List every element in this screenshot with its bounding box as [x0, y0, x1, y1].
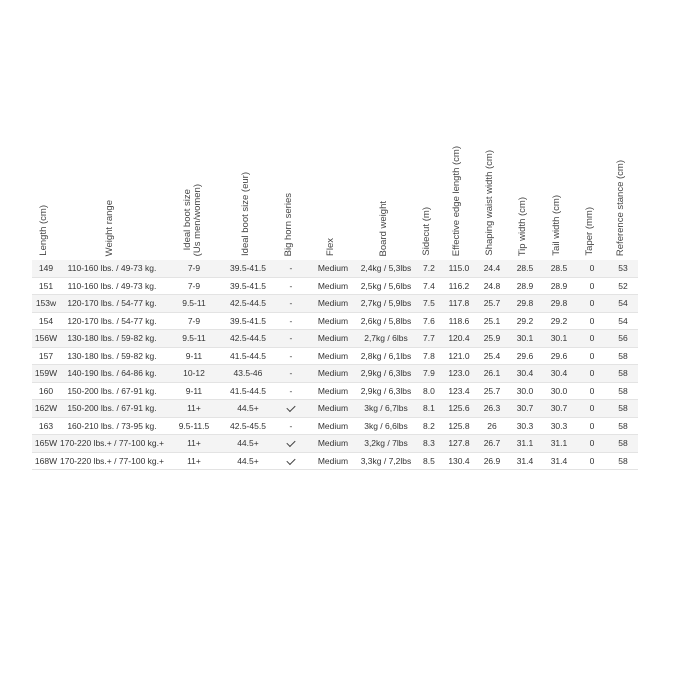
cell-flex: Medium	[310, 400, 356, 418]
header-length	[32, 128, 60, 260]
cell-taper: 0	[576, 277, 608, 295]
cell-weight-range: 110-160 lbs. / 49-73 kg.	[60, 260, 164, 277]
cell-big-horn: -	[272, 260, 310, 277]
cell-flex: Medium	[310, 330, 356, 348]
cell-boot-size-us: 9.5-11.5	[164, 417, 224, 435]
spec-table	[32, 128, 638, 470]
cell-waist-width: 26.9	[476, 452, 508, 470]
cell-boot-size-eur: 43.5-46	[224, 365, 272, 383]
cell-boot-size-eur: 41.5-44.5	[224, 382, 272, 400]
cell-reference-stance: 58	[608, 347, 638, 365]
table-row	[32, 417, 638, 435]
cell-board-weight: 2,8kg / 6,1lbs	[356, 347, 416, 365]
cell-board-weight: 2,6kg / 5,8lbs	[356, 312, 416, 330]
cell-big-horn: -	[272, 347, 310, 365]
cell-reference-stance: 58	[608, 400, 638, 418]
cell-taper: 0	[576, 330, 608, 348]
cell-big-horn: -	[272, 365, 310, 383]
cell-taper: 0	[576, 365, 608, 383]
cell-board-weight: 3kg / 6,7lbs	[356, 400, 416, 418]
cell-edge-length: 123.0	[442, 365, 476, 383]
cell-board-weight: 3kg / 6,6lbs	[356, 417, 416, 435]
cell-tip-width: 30.1	[508, 330, 542, 348]
table-row	[32, 452, 638, 470]
cell-reference-stance: 58	[608, 435, 638, 453]
cell-big-horn	[272, 452, 310, 470]
cell-tip-width: 29.2	[508, 312, 542, 330]
cell-edge-length: 117.8	[442, 295, 476, 313]
cell-board-weight: 2,9kg / 6,3lbs	[356, 382, 416, 400]
cell-tail-width: 29.8	[542, 295, 576, 313]
cell-edge-length: 127.8	[442, 435, 476, 453]
cell-boot-size-eur: 42.5-45.5	[224, 417, 272, 435]
cell-edge-length: 123.4	[442, 382, 476, 400]
cell-boot-size-us: 7-9	[164, 260, 224, 277]
header-weight-range	[60, 128, 164, 260]
cell-weight-range: 110-160 lbs. / 49-73 kg.	[60, 277, 164, 295]
cell-boot-size-us: 7-9	[164, 277, 224, 295]
cell-length: 162W	[32, 400, 60, 418]
cell-waist-width: 24.4	[476, 260, 508, 277]
table-row	[32, 347, 638, 365]
cell-length: 157	[32, 347, 60, 365]
table-row	[32, 295, 638, 313]
header-reference-stance	[608, 128, 638, 260]
cell-sidecut: 8.5	[416, 452, 442, 470]
cell-taper: 0	[576, 435, 608, 453]
cell-boot-size-us: 11+	[164, 435, 224, 453]
cell-reference-stance: 52	[608, 277, 638, 295]
cell-length: 149	[32, 260, 60, 277]
cell-weight-range: 120-170 lbs. / 54-77 kg.	[60, 295, 164, 313]
table-row	[32, 435, 638, 453]
cell-weight-range: 150-200 lbs. / 67-91 kg.	[60, 382, 164, 400]
cell-tip-width: 30.3	[508, 417, 542, 435]
cell-reference-stance: 53	[608, 260, 638, 277]
cell-tail-width: 29.6	[542, 347, 576, 365]
cell-tail-width: 30.4	[542, 365, 576, 383]
cell-sidecut: 8.0	[416, 382, 442, 400]
cell-edge-length: 125.6	[442, 400, 476, 418]
header-boot-size-eur-label: Ideal boot size (eur)	[239, 172, 251, 256]
cell-boot-size-eur: 42.5-44.5	[224, 330, 272, 348]
cell-weight-range: 170-220 lbs.+ / 77-100 kg.+	[60, 435, 164, 453]
cell-sidecut: 7.5	[416, 295, 442, 313]
cell-flex: Medium	[310, 295, 356, 313]
header-edge-length	[442, 128, 476, 260]
header-boot-size-us-label: Ideal boot size (Us men/women)	[181, 183, 203, 256]
header-tip-width-label: Tip width (cm)	[516, 196, 528, 256]
cell-reference-stance: 54	[608, 295, 638, 313]
cell-length: 163	[32, 417, 60, 435]
cell-boot-size-eur: 39.5-41.5	[224, 260, 272, 277]
cell-weight-range: 170-220 lbs.+ / 77-100 kg.+	[60, 452, 164, 470]
cell-flex: Medium	[310, 382, 356, 400]
cell-taper: 0	[576, 400, 608, 418]
cell-flex: Medium	[310, 365, 356, 383]
header-flex	[310, 128, 356, 260]
cell-sidecut: 7.9	[416, 365, 442, 383]
cell-sidecut: 8.2	[416, 417, 442, 435]
cell-reference-stance: 58	[608, 417, 638, 435]
cell-taper: 0	[576, 295, 608, 313]
cell-edge-length: 120.4	[442, 330, 476, 348]
cell-board-weight: 2,9kg / 6,3lbs	[356, 365, 416, 383]
cell-boot-size-us: 10-12	[164, 365, 224, 383]
cell-weight-range: 120-170 lbs. / 54-77 kg.	[60, 312, 164, 330]
cell-tip-width: 29.8	[508, 295, 542, 313]
cell-sidecut: 7.7	[416, 330, 442, 348]
table-row	[32, 365, 638, 383]
cell-board-weight: 3,2kg / 7lbs	[356, 435, 416, 453]
cell-boot-size-eur: 44.5+	[224, 400, 272, 418]
cell-boot-size-eur: 42.5-44.5	[224, 295, 272, 313]
table-row	[32, 312, 638, 330]
cell-flex: Medium	[310, 435, 356, 453]
header-boot-size-eur	[224, 128, 272, 260]
table-row	[32, 382, 638, 400]
cell-tip-width: 28.5	[508, 260, 542, 277]
header-sidecut-label: Sidecut (m)	[420, 207, 432, 256]
cell-tail-width: 30.7	[542, 400, 576, 418]
cell-weight-range: 130-180 lbs. / 59-82 kg.	[60, 347, 164, 365]
cell-tip-width: 31.1	[508, 435, 542, 453]
checkmark-icon	[286, 403, 295, 412]
header-reference-stance-label: Reference stance (cm)	[614, 159, 626, 256]
checkmark-icon	[286, 438, 295, 447]
cell-sidecut: 8.3	[416, 435, 442, 453]
cell-weight-range: 130-180 lbs. / 59-82 kg.	[60, 330, 164, 348]
cell-length: 153w	[32, 295, 60, 313]
header-board-weight-label: Board weight	[377, 200, 389, 256]
cell-board-weight: 2,7kg / 5,9lbs	[356, 295, 416, 313]
cell-boot-size-eur: 41.5-44.5	[224, 347, 272, 365]
cell-weight-range: 150-200 lbs. / 67-91 kg.	[60, 400, 164, 418]
header-taper-label: Taper (mm)	[583, 207, 595, 256]
cell-length: 156W	[32, 330, 60, 348]
cell-flex: Medium	[310, 312, 356, 330]
cell-waist-width: 25.7	[476, 295, 508, 313]
cell-waist-width: 25.4	[476, 347, 508, 365]
header-board-weight	[356, 128, 416, 260]
cell-taper: 0	[576, 347, 608, 365]
cell-tail-width: 28.9	[542, 277, 576, 295]
cell-edge-length: 118.6	[442, 312, 476, 330]
cell-boot-size-eur: 39.5-41.5	[224, 312, 272, 330]
cell-tail-width: 31.4	[542, 452, 576, 470]
cell-taper: 0	[576, 260, 608, 277]
cell-edge-length: 121.0	[442, 347, 476, 365]
cell-weight-range: 140-190 lbs. / 64-86 kg.	[60, 365, 164, 383]
cell-big-horn: -	[272, 295, 310, 313]
cell-waist-width: 26.1	[476, 365, 508, 383]
cell-big-horn: -	[272, 330, 310, 348]
cell-boot-size-us: 7-9	[164, 312, 224, 330]
cell-length: 159W	[32, 365, 60, 383]
cell-flex: Medium	[310, 347, 356, 365]
cell-tail-width: 29.2	[542, 312, 576, 330]
cell-sidecut: 7.6	[416, 312, 442, 330]
cell-flex: Medium	[310, 417, 356, 435]
cell-big-horn	[272, 400, 310, 418]
spec-table-body	[32, 260, 638, 470]
cell-reference-stance: 56	[608, 330, 638, 348]
cell-boot-size-eur: 39.5-41.5	[224, 277, 272, 295]
header-waist-width-label: Shaping waist width (cm)	[483, 150, 495, 256]
header-big-horn	[272, 128, 310, 260]
cell-sidecut: 7.4	[416, 277, 442, 295]
cell-reference-stance: 58	[608, 452, 638, 470]
header-taper	[576, 128, 608, 260]
header-length-label: Length (cm)	[38, 205, 49, 256]
table-row	[32, 400, 638, 418]
cell-flex: Medium	[310, 277, 356, 295]
cell-tail-width: 30.3	[542, 417, 576, 435]
cell-flex: Medium	[310, 452, 356, 470]
cell-big-horn: -	[272, 417, 310, 435]
cell-tail-width: 28.5	[542, 260, 576, 277]
cell-boot-size-us: 9-11	[164, 382, 224, 400]
cell-edge-length: 125.8	[442, 417, 476, 435]
header-sidecut	[416, 128, 442, 260]
cell-waist-width: 24.8	[476, 277, 508, 295]
cell-length: 168W	[32, 452, 60, 470]
cell-taper: 0	[576, 452, 608, 470]
cell-waist-width: 26.7	[476, 435, 508, 453]
table-row	[32, 260, 638, 277]
header-waist-width	[476, 128, 508, 260]
table-row	[32, 330, 638, 348]
cell-edge-length: 116.2	[442, 277, 476, 295]
cell-tail-width: 31.1	[542, 435, 576, 453]
cell-flex: Medium	[310, 260, 356, 277]
cell-weight-range: 160-210 lbs. / 73-95 kg.	[60, 417, 164, 435]
cell-reference-stance: 54	[608, 312, 638, 330]
checkmark-icon	[286, 455, 295, 464]
cell-length: 154	[32, 312, 60, 330]
header-edge-length-label: Effective edge length (cm)	[450, 145, 462, 256]
cell-board-weight: 2,4kg / 5,3lbs	[356, 260, 416, 277]
cell-taper: 0	[576, 382, 608, 400]
cell-big-horn	[272, 435, 310, 453]
cell-length: 160	[32, 382, 60, 400]
cell-tip-width: 30.0	[508, 382, 542, 400]
cell-boot-size-us: 9-11	[164, 347, 224, 365]
cell-boot-size-us: 11+	[164, 400, 224, 418]
cell-taper: 0	[576, 417, 608, 435]
header-tail-width	[542, 128, 576, 260]
cell-length: 151	[32, 277, 60, 295]
cell-edge-length: 115.0	[442, 260, 476, 277]
cell-big-horn: -	[272, 312, 310, 330]
cell-tail-width: 30.0	[542, 382, 576, 400]
cell-board-weight: 2,7kg / 6lbs	[356, 330, 416, 348]
cell-sidecut: 8.1	[416, 400, 442, 418]
cell-reference-stance: 58	[608, 382, 638, 400]
cell-sidecut: 7.8	[416, 347, 442, 365]
header-tip-width	[508, 128, 542, 260]
cell-reference-stance: 58	[608, 365, 638, 383]
cell-waist-width: 25.7	[476, 382, 508, 400]
cell-boot-size-us: 11+	[164, 452, 224, 470]
cell-edge-length: 130.4	[442, 452, 476, 470]
cell-length: 165W	[32, 435, 60, 453]
header-row	[32, 128, 638, 260]
header-flex-label: Flex	[324, 238, 336, 256]
header-boot-size-us	[164, 128, 224, 260]
cell-big-horn: -	[272, 277, 310, 295]
cell-waist-width: 26	[476, 417, 508, 435]
cell-tail-width: 30.1	[542, 330, 576, 348]
cell-tip-width: 30.4	[508, 365, 542, 383]
header-tail-width-label: Tail width (cm)	[550, 195, 562, 256]
cell-sidecut: 7.2	[416, 260, 442, 277]
cell-tip-width: 28.9	[508, 277, 542, 295]
cell-boot-size-us: 9.5-11	[164, 295, 224, 313]
cell-tip-width: 29.6	[508, 347, 542, 365]
table-row	[32, 277, 638, 295]
cell-board-weight: 2,5kg / 5,6lbs	[356, 277, 416, 295]
header-weight-range-label: Weight range	[103, 199, 115, 256]
cell-boot-size-eur: 44.5+	[224, 435, 272, 453]
cell-waist-width: 25.9	[476, 330, 508, 348]
cell-waist-width: 26.3	[476, 400, 508, 418]
cell-board-weight: 3,3kg / 7,2lbs	[356, 452, 416, 470]
header-big-horn-label: Big horn series	[282, 192, 294, 256]
cell-waist-width: 25.1	[476, 312, 508, 330]
cell-taper: 0	[576, 312, 608, 330]
cell-boot-size-us: 9.5-11	[164, 330, 224, 348]
cell-tip-width: 30.7	[508, 400, 542, 418]
cell-boot-size-eur: 44.5+	[224, 452, 272, 470]
cell-big-horn: -	[272, 382, 310, 400]
cell-tip-width: 31.4	[508, 452, 542, 470]
